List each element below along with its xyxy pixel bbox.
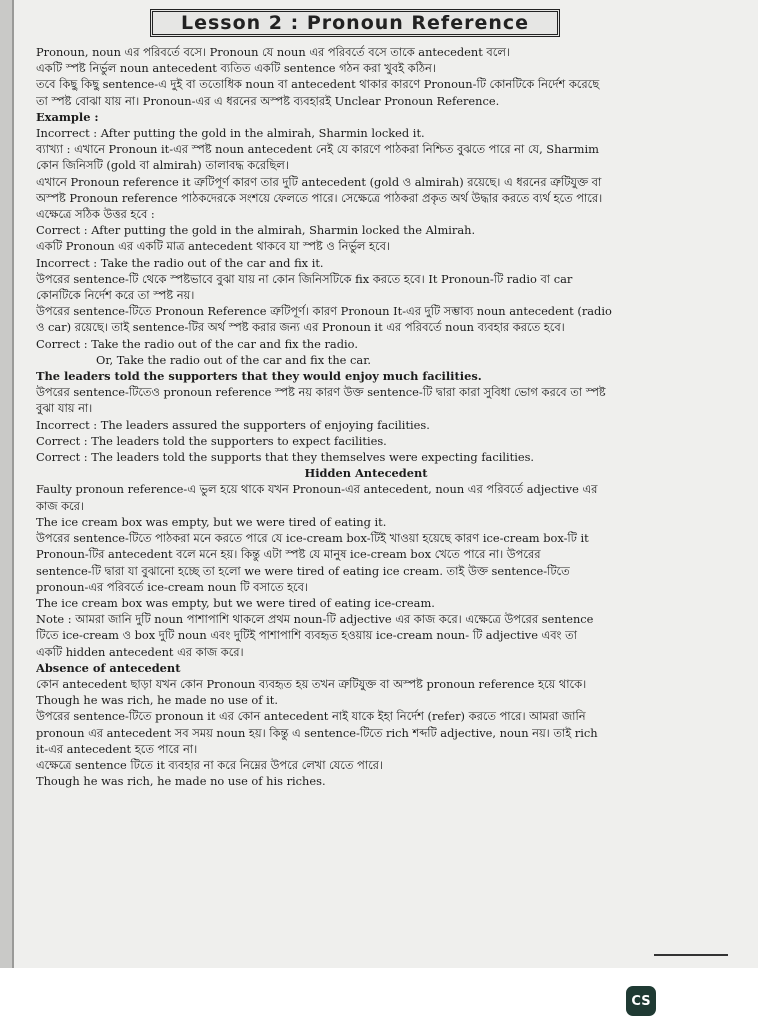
text-line: তা স্পষ্ট বোঝা যায় না। Pronoun-এর এ ধরনের অস্পষ্ট ব্যবহারই Unclear Pronoun Reference.	[36, 93, 500, 108]
text-line: একটি স্পষ্ট নির্ভুল noun antecedent ব্যতিত একটি sentence গঠন করা খুবই কঠিন।	[36, 61, 436, 76]
signature-line	[654, 954, 728, 956]
text-line: Incorrect : Take the radio out of the car and fix it.	[36, 255, 324, 270]
text-line: উপরের sentence-টিতে পাঠকরা মনে করতে পারে যে ice-cream box-টিই খাওয়া হয়েছে কারণ ice-cream box-টি it	[36, 531, 589, 546]
text-line: Note : আমরা জানি দুটি noun পাশাপাশি থাকলে প্রথম noun-টি adjective এর কাজ করে। এক্ষেত্রে উপরের sentence	[36, 612, 594, 627]
lesson-body	[36, 44, 696, 789]
text-line: কাজ করে।	[36, 498, 84, 513]
lesson-title: Lesson 2 : Pronoun Reference	[150, 9, 560, 37]
text-line: ব্যাখ্যা : এখানে Pronoun it-এর স্পষ্ট noun antecedent নেই যে কারণে পাঠকরা নিশ্চিত বুঝতে পারে না যে, Sharmim	[36, 142, 599, 157]
section-heading-absence-of-antecedent: Absence of antecedent	[36, 660, 181, 675]
text-line: Incorrect : The leaders assured the supporters of enjoying facilities.	[36, 417, 430, 432]
text-line: Or, Take the radio out of the car and fix the car.	[96, 352, 372, 367]
text-line: এখানে Pronoun reference it ত্রুটিপূর্ণ কারণ তার দুটি antecedent (gold ও almirah) রয়েছে। এ ধরনের ত্রুটিযুক্ত বা	[36, 174, 602, 189]
text-line: কোনটিকে নির্দেশ করে তা স্পষ্ট নয়।	[36, 288, 195, 303]
text-line: উপরের sentence-টিতে pronoun it এর কোন antecedent নাই যাকে ইহা নির্দেশ (refer) করতে পারে। আমরা জানি	[36, 709, 586, 724]
text-line: pronoun এর antecedent সব সময় noun হয়। কিন্তু এ sentence-টিতে rich শব্দটি adjective, noun নয়। তাই rich	[36, 725, 598, 740]
text-line: Correct : Take the radio out of the car and fix the radio.	[36, 336, 358, 351]
text-line: Correct : The leaders told the supports that they themselves were expecting facilities.	[36, 450, 535, 465]
text-line: এক্ষেত্রে sentence টিতে it ব্যবহার না করে নিম্নের উপরে লেখা যেতে পারে।	[36, 757, 383, 772]
text-line: Pronoun-টির antecedent বলে মনে হয়। কিন্তু এটা স্পষ্ট যে মানুষ ice-cream box খেতে পারে না। উপরের	[36, 547, 541, 562]
text-line: এক্ষেত্রে সঠিক উত্তর হবে :	[36, 207, 155, 222]
text-line: উপরের sentence-টি থেকে স্পষ্টভাবে বুঝা যায় না কোন জিনিসটিকে fix করতে হবে। It Pronoun-টি radio বা car	[36, 271, 573, 286]
text-line: ও car) রয়েছে। তাই sentence-টির অর্থ স্পষ্ট করার জন্য এর Pronoun it এর পরিবর্তে noun ব্যবহার করতে হবে।	[36, 320, 565, 335]
text-line: উপরের sentence-টিতে Pronoun Reference ত্রুটিপূর্ণ। কারণ Pronoun It-এর দুটি সম্ভাব্য noun antecedent (radio	[36, 304, 612, 319]
text-line: Though he was rich, he made no use of it.	[36, 693, 278, 708]
text-line: Correct : The leaders told the supporters to expect facilities.	[36, 433, 387, 448]
text-line: sentence-টি দ্বারা যা বুঝানো হচ্ছে তা হলো we were tired of eating ice cream. তাই উক্ত sentence-টিতে	[36, 563, 570, 578]
text-line: Though he was rich, he made no use of his riches.	[36, 774, 326, 789]
page-binding-edge	[12, 0, 14, 968]
text-line: The ice cream box was empty, but we were tired of eating ice-cream.	[36, 595, 435, 610]
text-line: Pronoun, noun এর পরিবর্তে বসে। Pronoun যে noun এর পরিবর্তে বসে তাকে antecedent বলে।	[36, 45, 510, 59]
rule-line: একটি Pronoun এর একটি মাত্র antecedent থাকবে যা স্পষ্ট ও নির্ভুল হবে।	[36, 239, 391, 254]
text-line: তবে কিছু কিছু sentence-এ দুই বা ততোধিক noun বা antecedent থাকার কারণে Pronoun-টি কোনটিকে নির্দেশ করেছে	[36, 77, 600, 92]
example-sentence: The leaders told the supporters that they would enjoy much facilities.	[36, 369, 482, 384]
section-heading-hidden-antecedent: Hidden Antecedent	[304, 466, 428, 481]
text-line: উপরের sentence-টিতেও pronoun reference স্পষ্ট নয় কারণ উক্ত sentence-টি দ্বারা কারা সুবিধা ভোগ করবে তা স্পষ্ট	[36, 385, 606, 400]
text-line: pronoun-এর পরিবর্তে ice-cream noun টি বসাতে হবে।	[36, 579, 309, 594]
camscanner-badge-icon: CS	[626, 986, 656, 1016]
text-line: অস্পষ্ট Pronoun reference পাঠকদেরকে সংশয়ে ফেলতে পারে। সেক্ষেত্রে পাঠকরা প্রকৃত অর্থ উদ্ধার করতে ব্যর্থ হতে পারে।	[36, 190, 603, 205]
text-line: Incorrect : After putting the gold in the almirah, Sharmin locked it.	[36, 126, 425, 141]
text-line: Faulty pronoun reference-এ ভুল হয়ে থাকে যখন Pronoun-এর antecedent, noun এর পরিবর্তে adjective এর	[36, 482, 598, 497]
text-line: টিতে ice-cream ও box দুটি noun এবং দুটিই পাশাপাশি ব্যবহৃত হওয়ায় ice-cream noun- টি adjective এবং তা	[36, 628, 577, 643]
text-line: বুঝা যায় না।	[36, 401, 93, 416]
text-line: কোন জিনিসটি (gold বা almirah) তালাবদ্ধ করেছিল।	[36, 158, 289, 173]
text-line: একটি hidden antecedent এর কাজ করে।	[36, 644, 244, 659]
text-line: it-এর antecedent হতে পারে না।	[36, 741, 198, 756]
text-line: The ice cream box was empty, but we were tired of eating it.	[36, 514, 387, 529]
example-heading: Example :	[36, 109, 99, 124]
text-line: Correct : After putting the gold in the almirah, Sharmin locked the Almirah.	[36, 223, 476, 238]
text-line: কোন antecedent ছাড়া যখন কোন Pronoun ব্যবহৃত হয় তখন ত্রুটিযুক্ত বা অস্পষ্ট pronoun reference হয়ে থাকে।	[36, 676, 587, 691]
